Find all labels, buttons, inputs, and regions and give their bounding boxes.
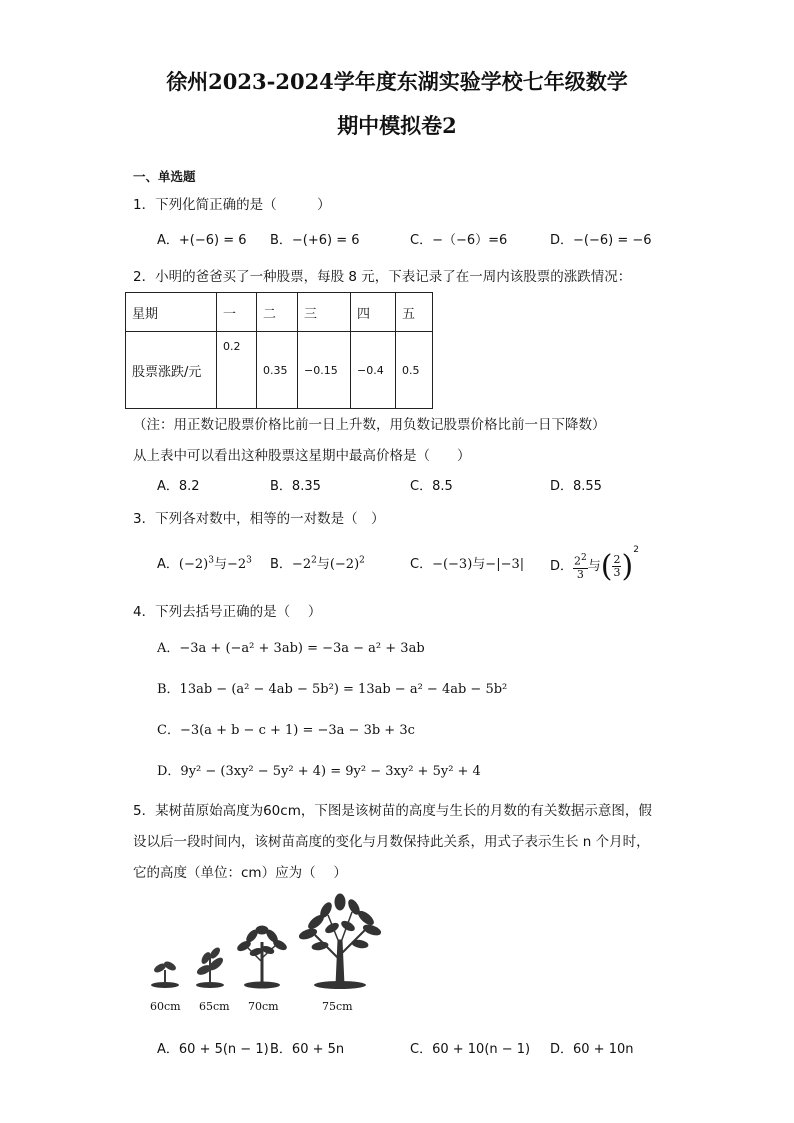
q1-option-d[interactable]: D．−(−6) = −6 [550, 233, 652, 248]
q5-line-2: 设以后一段时间内，该树苗高度的变化与月数保持此关系，用式子表示生长 n 个月时， [133, 834, 650, 850]
q1-option-b[interactable]: B．−(+6) = 6 [270, 233, 360, 248]
table-header-cell: 一 [217, 293, 257, 332]
q2-stem: 2．小明的爸爸买了一种股票，每股 8 元，下表记录了在一周内该股票的涨跌情况： [133, 269, 632, 285]
table-header-cell: 星期 [126, 293, 217, 332]
fraction: $\frac{2^2}{3}$ [574, 553, 587, 581]
plant-height-label: 60cm [150, 1000, 181, 1013]
table-header-cell: 五 [396, 293, 433, 332]
q5-option-a[interactable]: A．60 + 5(n − 1) [157, 1042, 269, 1057]
q1-option-a[interactable]: A．+(−6) = 6 [157, 233, 247, 248]
seedling-icon [153, 960, 176, 985]
q2-option-b[interactable]: B．8.35 [270, 479, 321, 494]
section-heading: 一、单选题 [133, 169, 196, 184]
option-label: C． [410, 557, 433, 572]
q2-note: （注：用正数记股票价格比前一日上升数，用负数记股票价格比前一日下降数） [133, 417, 606, 433]
table-cell: 0.35 [257, 332, 298, 409]
q4-option-b[interactable]: B．13ab − (a² − 4ab − 5b²) = 13ab − a² − 4ab − 5b² [157, 682, 508, 697]
option-label: A． [157, 557, 179, 572]
q3-option-d[interactable]: D． $\frac{2^2}{3}$ 与( $\frac{2}{3}$ )$^2$ [550, 545, 639, 584]
q3-option-b[interactable]: B．$-2^2$与$(-2)^2$ [270, 555, 365, 572]
connector-word: 与 [213, 557, 227, 572]
q3-option-a[interactable]: A．$(-2)^3$与$-2^3$ [157, 555, 252, 572]
tree-growth-illustration [140, 890, 390, 1000]
q5-option-d[interactable]: D．60 + 10n [550, 1042, 634, 1057]
q2-question: 从上表中可以看出这种股票这星期中最高价格是（ ） [133, 448, 471, 464]
connector-word: 与 [316, 557, 330, 572]
page-title-line-1: 徐州2023-2024学年度东湖实验学校七年级数学 [166, 69, 628, 94]
stock-change-table [125, 292, 433, 409]
table-row-label: 股票涨跌/元 [126, 332, 217, 409]
plant-height-label: 75cm [322, 1000, 353, 1013]
plant-height-label: 70cm [248, 1000, 279, 1013]
q5-option-c[interactable]: C．60 + 10(n − 1) [410, 1042, 531, 1057]
q5-option-b[interactable]: B．60 + 5n [270, 1042, 345, 1057]
sprout-icon [196, 946, 224, 985]
q1-option-c[interactable]: C．−（−6）=6 [410, 233, 508, 248]
q3-option-c[interactable]: C．−(−3)与−|−3| [410, 557, 525, 572]
q2-option-a[interactable]: A．8.2 [157, 479, 200, 494]
table-cell: 0.5 [396, 332, 433, 409]
option-label: B． [270, 557, 292, 572]
connector-word: 与 [472, 557, 486, 572]
table-cell: 0.2 [217, 332, 257, 409]
q1-stem: 1．下列化简正确的是（ ） [133, 197, 331, 213]
q3-stem: 3．下列各对数中，相等的一对数是（ ） [133, 511, 385, 527]
table-cell: −0.15 [298, 332, 351, 409]
plant-height-label: 65cm [199, 1000, 230, 1013]
young-tree-icon [236, 926, 288, 985]
connector-word: 与 [587, 559, 601, 574]
table-header-cell: 二 [257, 293, 298, 332]
q5-line-3: 它的高度（单位：cm）应为（ ） [133, 865, 347, 881]
q4-option-d[interactable]: D．9y² − (3xy² − 5y² + 4) = 9y² − 3xy² + 5y² + 4 [157, 764, 481, 779]
q2-option-d[interactable]: D．8.55 [550, 479, 602, 494]
q4-option-a[interactable]: A．−3a + (−a² + 3ab) = −3a − a² + 3ab [157, 641, 425, 656]
q4-option-c[interactable]: C．−3(a + b − c + 1) = −3a − 3b + 3c [157, 723, 415, 738]
q4-stem: 4．下列去括号正确的是（ ） [133, 604, 322, 620]
q2-option-c[interactable]: C．8.5 [410, 479, 453, 494]
table-cell: −0.4 [351, 332, 396, 409]
q5-line-1: 5．某树苗原始高度为60cm，下图是该树苗的高度与生长的月数的有关数据示意图，假 [133, 803, 652, 819]
table-header-cell: 三 [298, 293, 351, 332]
table-header-cell: 四 [351, 293, 396, 332]
fraction: $\frac{2}{3}$ [613, 553, 621, 579]
ground-icon [151, 981, 366, 989]
tree-icon [298, 894, 382, 985]
option-label: D． [550, 559, 574, 574]
page-title-line-2: 期中模拟卷2 [337, 113, 457, 138]
